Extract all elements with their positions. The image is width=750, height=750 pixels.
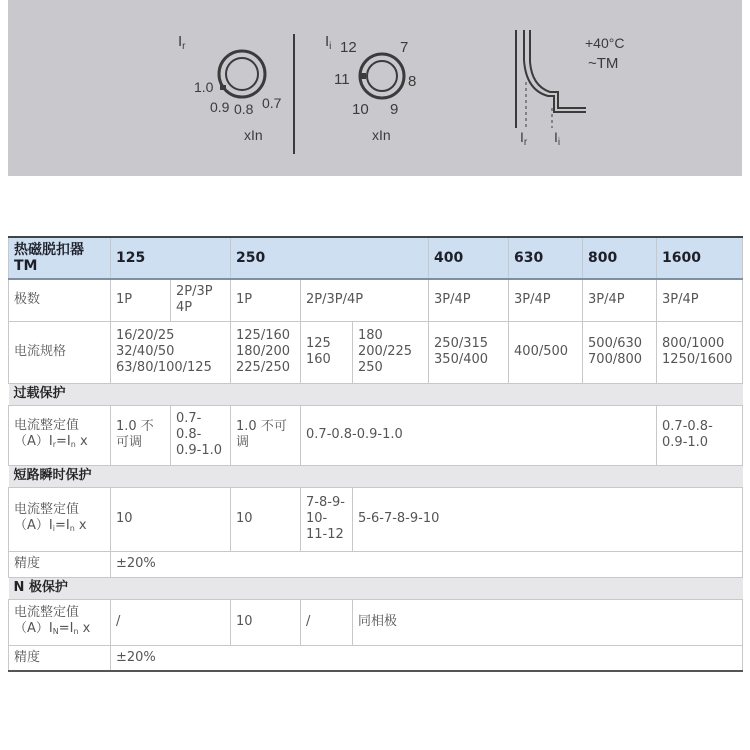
ir-tick: 1.0 — [194, 79, 214, 95]
shortcircuit-label-line1: 电流整定值 — [14, 501, 80, 517]
ii-tick: 9 — [390, 101, 399, 118]
table-cell: 250/315 350/400 — [429, 321, 509, 383]
section-overload: 过载保护 — [9, 383, 743, 405]
table-cell: 7-8-9-10-11-12 — [301, 487, 353, 551]
neutral-label-line2: $(A)I_N=I_n$ x — [14, 620, 91, 636]
table-cell: ±20% — [111, 645, 743, 671]
ir-dial-label: $I_r$ — [178, 33, 186, 52]
accuracy-label: 精度 — [9, 645, 111, 671]
curve-mode-label: ~TM — [588, 55, 619, 72]
shortcircuit-label — [9, 487, 111, 551]
header-row — [9, 237, 743, 279]
section-neutral: N 极保护 — [9, 577, 743, 599]
poles-label: 极数 — [9, 279, 111, 321]
col-1600: 1600 — [657, 237, 743, 279]
poles-row — [9, 279, 743, 321]
table-cell: 180 200/225 250 — [353, 321, 429, 383]
section-row — [9, 577, 743, 599]
table-cell: / — [111, 599, 231, 645]
table-cell: 10 — [111, 487, 231, 551]
curve-temp-label: +40°C — [585, 35, 625, 51]
ir-unit: xIn — [244, 127, 263, 143]
ii-dial-marker — [360, 73, 366, 79]
ii-tick: 11 — [334, 71, 350, 88]
overload-label-line2: $(A)I_r=I_n$ x — [14, 433, 88, 449]
table-cell: 2P/3P/4P — [301, 279, 429, 321]
ii-tick: 12 — [340, 39, 357, 56]
shortcircuit-row — [9, 487, 743, 551]
neutral-row — [9, 599, 743, 645]
header-label-line1: 热磁脱扣器 — [14, 242, 84, 258]
ir-tick: 0.7 — [262, 95, 282, 111]
neutral-label-line1: 电流整定值 — [14, 604, 80, 620]
table-cell: 1.0 不可调 — [231, 405, 301, 465]
table-cell: 1.0 不可调 — [111, 405, 171, 465]
curve-inner — [530, 30, 586, 108]
table-cell: 0.7-0.8-0.9-1.0 — [301, 405, 657, 465]
col-125: 125 — [111, 237, 231, 279]
curve-outer — [524, 30, 586, 112]
col-400: 400 — [429, 237, 509, 279]
table-cell: 3P/4P — [429, 279, 509, 321]
ir-dial-inner-ring — [226, 58, 258, 90]
table-cell: ±20% — [111, 551, 743, 577]
curve-x2-label: $I_i$ — [554, 129, 561, 148]
diagram-svg — [8, 0, 742, 176]
table-cell: 125 160 — [301, 321, 353, 383]
current-row — [9, 321, 743, 383]
table-cell: 500/630 700/800 — [583, 321, 657, 383]
ir-tick: 0.8 — [234, 101, 254, 117]
spec-table — [8, 236, 743, 672]
table-cell: 3P/4P — [583, 279, 657, 321]
table-cell: 125/160 180/200 225/250 — [231, 321, 301, 383]
accuracy-label: 精度 — [9, 551, 111, 577]
col-630: 630 — [509, 237, 583, 279]
section-row — [9, 383, 743, 405]
header-label-line2: TM — [14, 258, 38, 274]
ii-dial-inner-ring — [367, 61, 397, 91]
neutral-label — [9, 599, 111, 645]
overload-label-line1: 电流整定值 — [14, 417, 80, 433]
overload-row — [9, 405, 743, 465]
col-800: 800 — [583, 237, 657, 279]
table-cell: 10 — [231, 487, 301, 551]
table-cell: 400/500 — [509, 321, 583, 383]
ir-dial — [178, 33, 282, 143]
curve-x1-label: $I_r$ — [520, 129, 528, 148]
current-label: 电流规格 — [9, 321, 111, 383]
ir-tick: 0.9 — [210, 99, 230, 115]
ii-tick: 8 — [408, 73, 417, 90]
col-250: 250 — [231, 237, 429, 279]
ir-dial-marker — [220, 85, 226, 90]
table-cell: 3P/4P — [509, 279, 583, 321]
table-cell: 5-6-7-8-9-10 — [353, 487, 743, 551]
shortcircuit-label-line2: $(A)I_i=I_n$ x — [14, 517, 87, 533]
ii-tick: 7 — [400, 39, 409, 56]
table-cell: / — [301, 599, 353, 645]
table-cell: 16/20/25 32/40/50 63/80/100/125 — [111, 321, 231, 383]
table-cell: 3P/4P — [657, 279, 743, 321]
table-cell: 0.7-0.8-0.9-1.0 — [171, 405, 231, 465]
ii-unit: xIn — [372, 127, 391, 143]
trip-curve — [516, 30, 624, 148]
ii-tick: 10 — [352, 101, 369, 118]
ii-dial — [325, 33, 416, 143]
table-cell: 10 — [231, 599, 301, 645]
table-cell: 800/1000 1250/1600 — [657, 321, 743, 383]
section-row — [9, 465, 743, 487]
ii-dial-label: $I_i$ — [325, 33, 332, 52]
trip-unit-diagram — [8, 0, 742, 176]
table-cell: 1P — [231, 279, 301, 321]
table-cell: 1P — [111, 279, 171, 321]
section-shortcircuit: 短路瞬时保护 — [9, 465, 743, 487]
table-cell: 0.7-0.8-0.9-1.0 — [657, 405, 743, 465]
table-cell: 同相极 — [353, 599, 743, 645]
overload-label — [9, 405, 111, 465]
table-cell: 2P/3P 4P — [171, 279, 231, 321]
accuracy-row — [9, 645, 743, 671]
accuracy-row — [9, 551, 743, 577]
header-label — [9, 237, 111, 279]
